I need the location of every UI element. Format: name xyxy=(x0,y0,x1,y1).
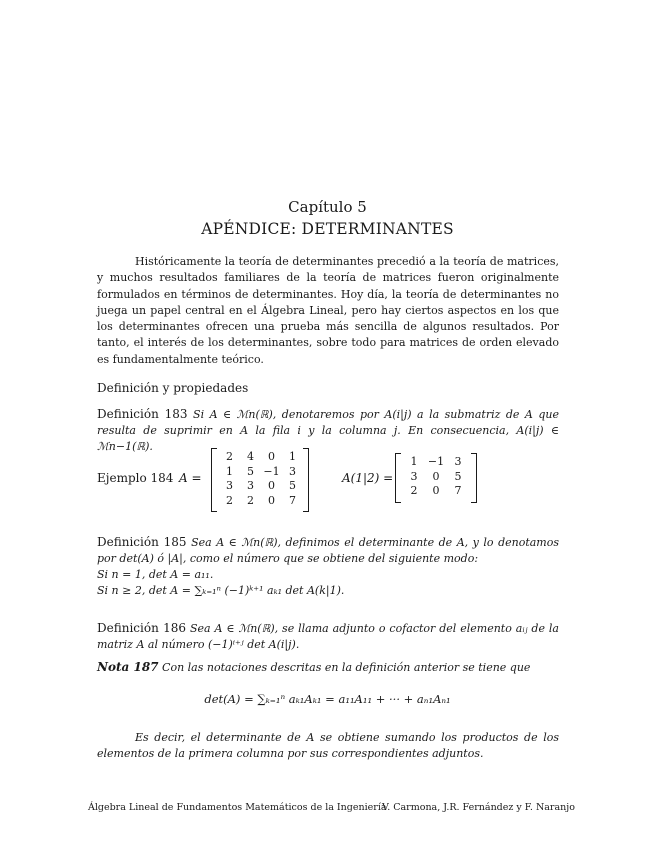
matrix-entry: 7 xyxy=(454,484,462,497)
left-bracket xyxy=(395,453,401,503)
matrix-entry: −1 xyxy=(263,464,280,478)
matrix-entry: 2 xyxy=(247,493,254,507)
example-184 xyxy=(97,448,567,514)
definition-183-label: Definición 183 xyxy=(97,407,188,421)
matrix-entry: 1 xyxy=(410,455,418,468)
intro-paragraph xyxy=(97,254,559,368)
matrix-a xyxy=(211,448,309,512)
chapter-label: Capítulo 5 xyxy=(288,198,367,216)
matrix-entry: 3 xyxy=(454,455,462,468)
matrix-sub-grid xyxy=(403,455,471,499)
definition-185-case2: Si n ≥ 2, det A = ∑ₖ₌₁ⁿ (−1)ᵏ⁺¹ aₖ₁ det A(k|1). xyxy=(97,584,345,597)
matrix-entry: 4 xyxy=(247,450,254,463)
matrix-entry: −1 xyxy=(427,455,445,468)
nota-187-text: Con las notaciones descritas en la definición anterior se tiene que xyxy=(162,661,531,674)
matrix-entry: 3 xyxy=(289,464,296,478)
matrix-entry: 0 xyxy=(432,469,440,483)
matrix-entry: 3 xyxy=(226,479,233,492)
closing-text: Es decir, el determinante de A se obtiene sumando los productos de los elementos de la primera columna por sus correspondientes adjuntos. xyxy=(97,731,559,760)
definition-186 xyxy=(97,620,559,653)
matrix-entry: 0 xyxy=(268,493,275,507)
matrix-entry: 1 xyxy=(289,450,296,463)
example-184-sub-lhs: A(1|2) = xyxy=(342,471,394,485)
matrix-entry: 0 xyxy=(268,479,275,492)
matrix-entry: 7 xyxy=(289,493,296,507)
footer-left: Álgebra Lineal de Fundamentos Matemáticos de la Ingeniería xyxy=(88,802,387,813)
definition-185-case1: Si n = 1, det A = a₁₁. xyxy=(97,568,214,581)
matrix-entry: 3 xyxy=(247,479,254,492)
matrix-entry: 2 xyxy=(410,484,418,497)
footer-right: V. Carmona, J.R. Fernández y F. Naranjo xyxy=(382,802,575,813)
matrix-entry: 0 xyxy=(268,450,275,463)
matrix-entry: 0 xyxy=(432,484,440,497)
definition-185-text: Sea A ∈ ℳn(ℝ), definimos el determinante de A, y lo denotamos por det(A) ó |A|, como el número que se obtiene del siguiente modo: xyxy=(97,536,560,565)
matrix-entry: 2 xyxy=(226,493,233,507)
definition-186-label: Definición 186 xyxy=(97,621,186,635)
intro-text: Históricamente la teoría de determinantes precedió a la teoría de matrices, y muchos resultados familiares de la teoría de matrices fueron originalmente formulados en términos de determinantes. Hoy día, la teoría de determinantes no juega un papel central en el Álgebra Lineal, pero hay ciertos aspectos en los que los determinantes ofrecen una prueba más sencilla de algunos resultados. Por tanto, el interés de los determinantes, sobre todo para matrices de orden elevado es fundamentalmente teórico. xyxy=(97,255,559,366)
definition-183-text: Si A ∈ ℳn(ℝ), denotaremos por A(i|j) a la submatriz de A que resulta de suprimir en A la fila i y la columna j. En consecuencia, A(i|j) ∈ ℳn−1(ℝ). xyxy=(97,408,560,453)
matrix-a-grid xyxy=(219,450,303,508)
matrix-entry: 5 xyxy=(289,479,296,492)
section-title: Definición y propiedades xyxy=(97,381,249,395)
definition-185 xyxy=(97,534,559,599)
matrix-entry: 1 xyxy=(226,464,233,478)
right-bracket xyxy=(471,453,477,503)
matrix-entry: 5 xyxy=(247,464,254,478)
left-bracket xyxy=(211,448,217,512)
closing-paragraph xyxy=(97,730,559,762)
nota-187-label: Nota 187 xyxy=(97,660,159,674)
example-184-lhs: A = xyxy=(179,471,202,485)
matrix-entry: 5 xyxy=(454,469,462,483)
right-bracket xyxy=(303,448,309,512)
definition-185-label: Definición 185 xyxy=(97,535,187,549)
determinant-formula: det(A) = ∑ₖ₌₁ⁿ aₖ₁Aₖ₁ = a₁₁A₁₁ + ··· + aₙ₁Aₙ₁ xyxy=(204,692,451,706)
matrix-sub xyxy=(395,453,477,503)
chapter-title: APÉNDICE: DETERMINANTES xyxy=(201,220,454,238)
matrix-entry: 2 xyxy=(226,450,233,463)
matrix-entry: 3 xyxy=(410,469,418,483)
definition-186-text: Sea A ∈ ℳn(ℝ), se llama adjunto o cofactor del elemento aᵢⱼ de la matriz A al número (−1)ⁱ⁺ʲ det A(i|j). xyxy=(97,622,559,651)
nota-187 xyxy=(97,660,559,674)
example-184-label: Ejemplo 184 xyxy=(97,471,174,485)
